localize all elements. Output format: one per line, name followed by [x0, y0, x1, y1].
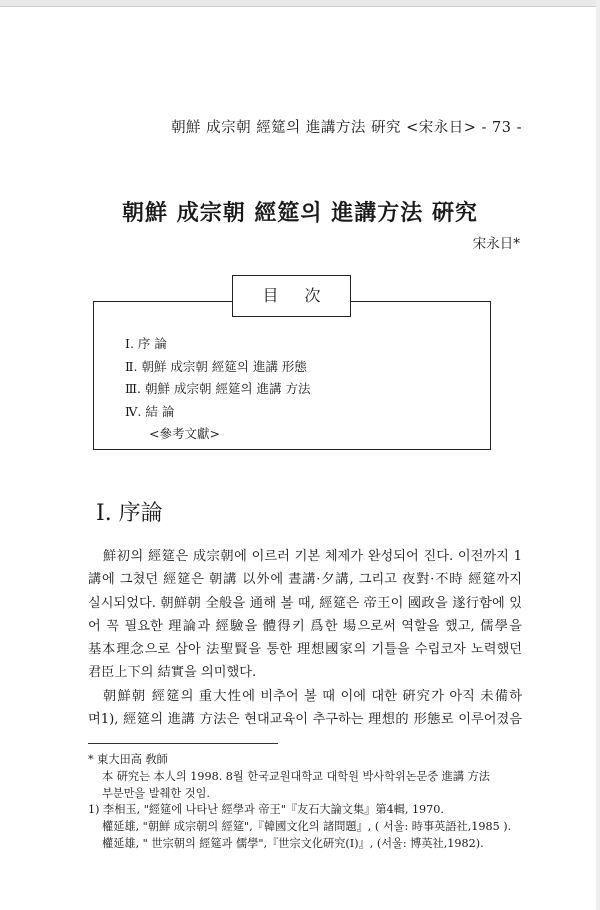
text-line: 朝鮮朝 經筵의 重大性에 비추어 볼 때 이에 대한 硏究가 아직 未備하 — [103, 688, 522, 704]
text-line: 君臣上下의 結實을 의미했다. — [88, 665, 257, 681]
footnote-1-cont: 權延雄, " 世宗朝의 經筵과 儒學",『世宗文化硏究(Ⅰ)』, (서울: 博英社,1982). — [102, 836, 484, 850]
text-line: 며1), 經筵의 進講 方法은 현대교육이 추구하는 理想的 形態로 이루어졌음 — [88, 712, 522, 728]
paper-title: 朝鮮 成宗朝 經筵의 進講方法 硏究 — [122, 200, 478, 226]
text-line: 基本理念으로 삼아 法聖賢을 통한 理想國家의 기틀을 수립코자 노력했던 — [88, 642, 522, 658]
scan-top-border — [0, 0, 600, 7]
footnotes — [88, 752, 528, 853]
paragraph-2 — [88, 685, 522, 732]
footnote-author-source: 本 硏究는 本人의 1998. 8월 한국교원대학교 대학원 박사학위논문중 進講 方法 — [102, 769, 490, 783]
scan-right-border — [596, 0, 600, 910]
footnote-1-cont: 權延雄, "朝鮮 成宗朝의 經筵",『韓國文化의 諸問題』, ( 서울: 時事英語社,1985 ). — [102, 820, 512, 834]
section-heading: Ⅰ. 序論 — [96, 501, 163, 526]
author-name: 宋永日* — [472, 236, 520, 252]
text-line: 실시되었다. 朝鮮朝 全般을 通해 볼 때, 經筵은 帝王이 國政을 遂行함에 있 — [88, 595, 522, 611]
text-line: 講에 그쳤던 經筵은 朝講 以外에 晝講·夕講, 그리고 夜對·不時 經筵까지 — [88, 572, 522, 588]
toc-item-4: Ⅳ. 結 論 — [125, 403, 175, 419]
toc-references: <參考文獻> — [149, 426, 220, 441]
toc-list — [125, 333, 310, 446]
toc-item-2: Ⅱ. 朝鮮 成宗朝 經筵의 進講 形態 — [125, 358, 307, 374]
paragraph-1 — [88, 545, 522, 685]
footnote-1: 1) 李相玉, "經筵에 나타난 經學과 帝王"『友石大論文集』第4輯, 1970. — [88, 803, 444, 817]
footnote-rule — [88, 743, 278, 744]
toc-item-1: Ⅰ. 序 論 — [125, 336, 167, 351]
text-line: 鮮初의 經筵은 成宗朝에 이르러 기본 체제가 완성되어 진다. 이전까지 1 — [103, 549, 522, 564]
toc-heading: 目次 — [232, 275, 351, 317]
text-line: 어 꼭 필요한 理論과 經驗을 體得키 爲한 場으로써 역할을 했고, 儒學을 — [88, 618, 522, 634]
running-head: 朝鮮 成宗朝 經筵의 進講方法 硏究 <宋永日> - 73 - — [171, 120, 522, 136]
toc-item-3: Ⅲ. 朝鮮 成宗朝 經筵의 進講 方法 — [125, 381, 311, 396]
footnote-author-affiliation: * 東大田高 敎師 — [88, 753, 168, 766]
body-text — [88, 545, 522, 731]
footnote-author-source-cont: 부분만을 발췌한 것임. — [102, 786, 210, 800]
